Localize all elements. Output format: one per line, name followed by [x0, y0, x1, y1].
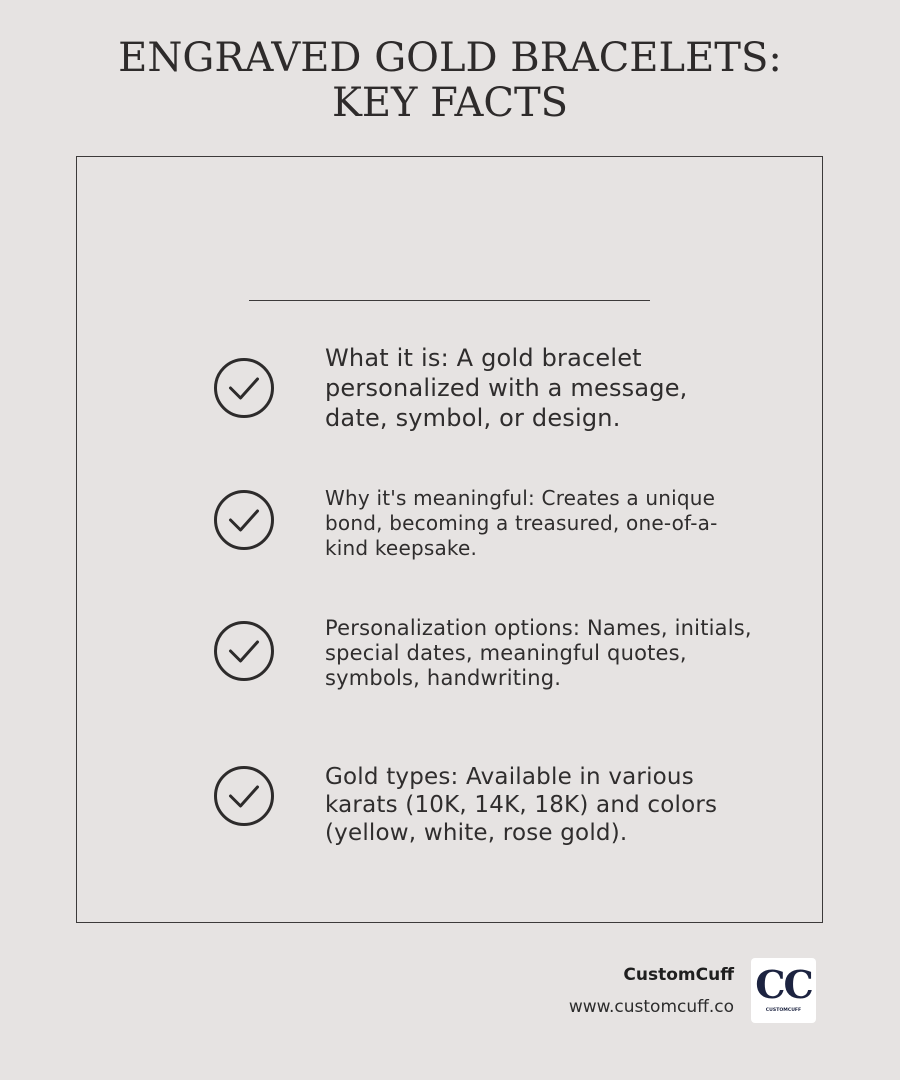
brand-logo-caption: CUSTOMCUFF [765, 1008, 802, 1013]
brand-logo-letters: CC [755, 962, 812, 1007]
check-circle-icon [213, 357, 275, 419]
check-circle-icon [213, 620, 275, 682]
brand-logo [751, 958, 816, 1023]
fact-what-it-is: What it is: A gold bracelet personalized with a message, date, symbol, or design. [325, 344, 688, 432]
fact-why-meaningful: Why it's meaningful: Creates a unique bond, becoming a treasured, one-of-a-kind keepsake. [325, 486, 718, 560]
brand-name: CustomCuff [623, 965, 734, 985]
fact-personalization-options: Personalization options: Names, initials, special dates, meaningful quotes, symbols, handwriting. [325, 616, 752, 690]
divider-line [249, 300, 650, 301]
check-circle-icon [213, 765, 275, 827]
check-circle-icon [213, 489, 275, 551]
page-title: ENGRAVED GOLD BRACELETS: KEY FACTS [118, 35, 782, 126]
brand-url[interactable]: www.customcuff.co [568, 997, 734, 1017]
fact-gold-types: Gold types: Available in various karats (10K, 14K, 18K) and colors (yellow, white, rose gold). [325, 764, 718, 846]
